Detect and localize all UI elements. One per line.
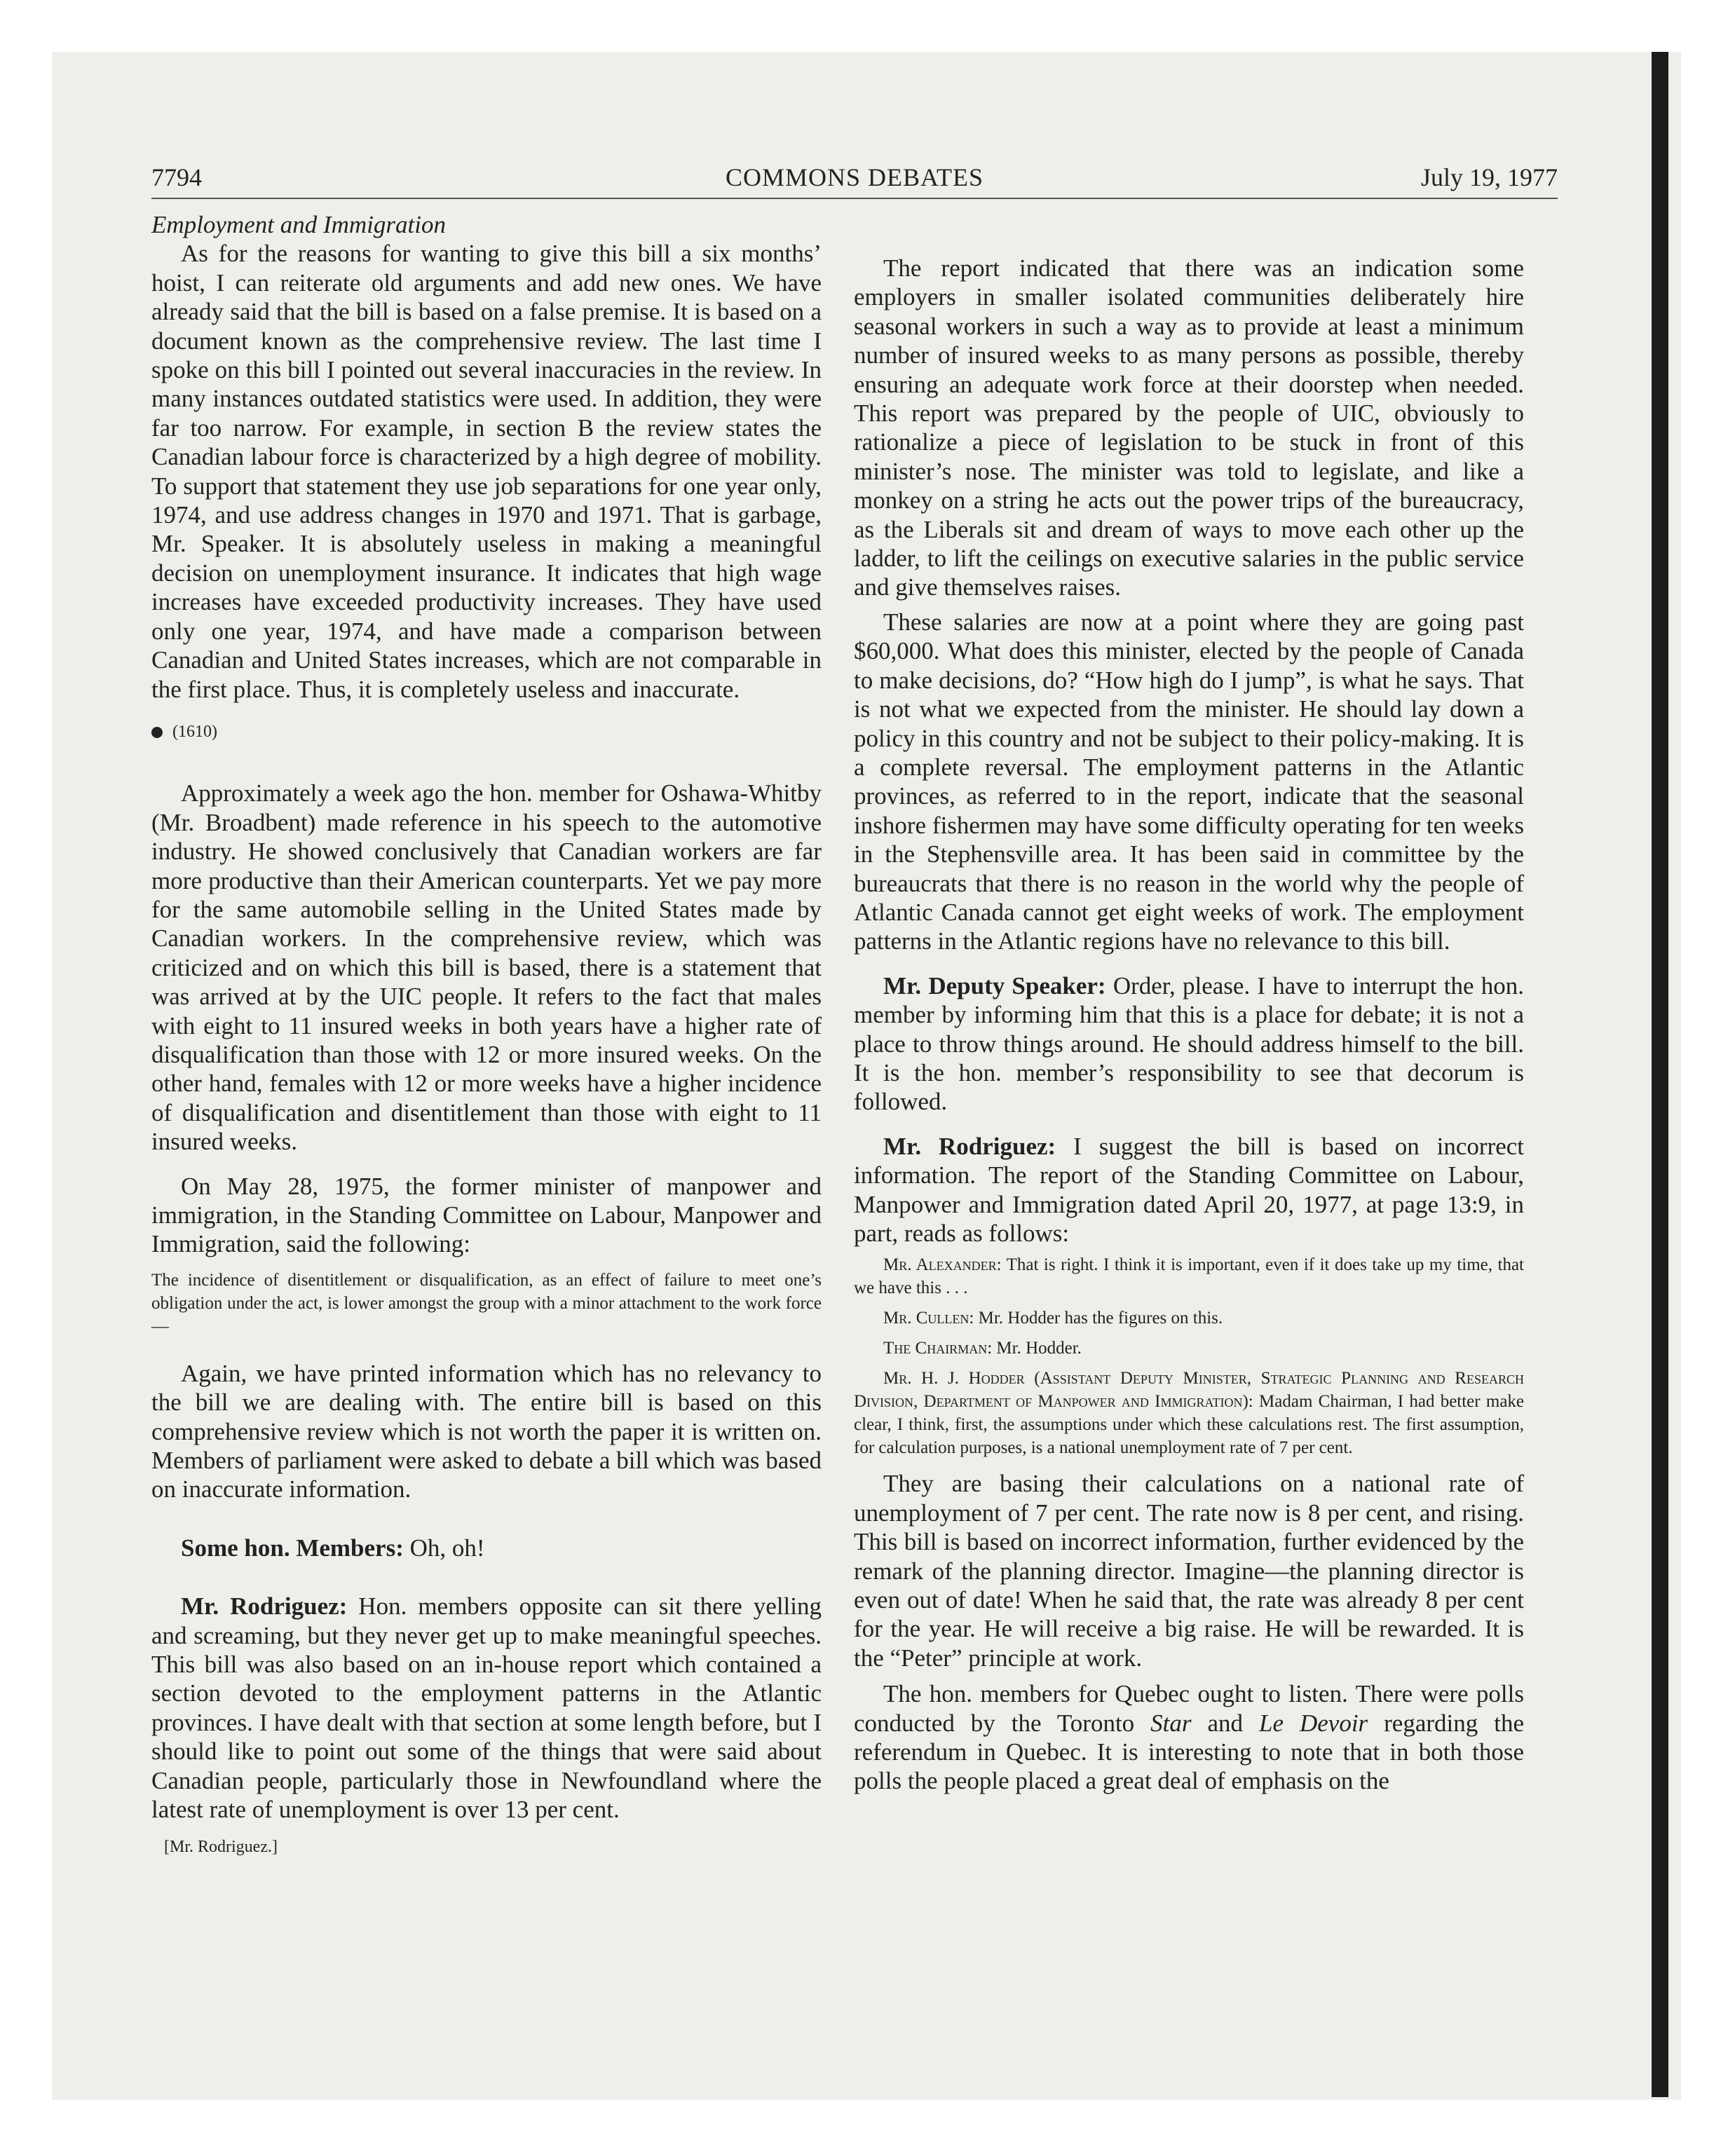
right-column xyxy=(854,254,1524,1796)
speech-text: I suggest the bill is based on incorrect information. The report of the Standing Committee on Labour, Manpower and Immigration dated April 20, 1977, at page 13:9, in part, reads as follows: xyxy=(854,1132,1525,1247)
speech-text: Order, please. I have to interrupt the hon. member by informing him that this is a place for debate; it is not a place to throw things around. He should address himself to the bill. It is the hon. member’s responsibility to see that decorum is followed. xyxy=(854,971,1524,1116)
speaker-name: Some hon. Members: xyxy=(181,1534,404,1562)
paragraph xyxy=(854,1679,1524,1796)
paragraph xyxy=(151,1592,822,1824)
speech-text: Oh, oh! xyxy=(409,1534,485,1562)
page-date: July 19, 1977 xyxy=(1420,163,1558,191)
page-header xyxy=(151,163,1558,199)
newspaper-name: Le Devoir xyxy=(1259,1709,1368,1737)
speaker-name: Mr. Rodriguez: xyxy=(883,1132,1056,1160)
page-number: 7794 xyxy=(151,163,202,191)
paragraph xyxy=(854,971,1524,1117)
text-run: regarding the referendum in Quebec. It is interesting to note that in both those polls the people placed a great deal of emphasis on the xyxy=(854,1709,1524,1795)
quoted-speaker: Mr. Cullen: xyxy=(883,1309,974,1328)
speaker-attribution: [Mr. Rodriguez.] xyxy=(164,1837,278,1856)
quoted-text: Mr. Hodder has the figures on this. xyxy=(978,1309,1223,1328)
publication-title: COMMONS DEBATES xyxy=(725,163,984,191)
quoted-text: That is right. I think it is important, even if it does take up my time, that we have this . . . xyxy=(854,1255,1524,1298)
scan-edge xyxy=(1652,52,1668,2097)
quoted-speaker: Mr. H. J. Hodder (Assistant Deputy Minister, Strategic Planning and Research Division, Department of Manpower and Immigration): xyxy=(854,1369,1524,1412)
newspaper-name: Star xyxy=(1150,1709,1192,1737)
paragraph: They are basing their calculations on a national rate of unemployment of 7 per cent. The rate now is 8 per cent, and rising. This bill is based on incorrect information, further evidenced by the remark of the planning director. Imagine—the planning director is even out of date! When he said that, the rate was already 8 per cent for the year. He will receive a big raise. He will be rewarded. It is the “Peter” principle at work. xyxy=(854,1470,1524,1672)
quoted-speaker: Mr. Alexander: xyxy=(883,1255,1002,1275)
quoted-text: Madam Chairman, I had better make clear, I think, first, the assumptions under which these calculations rest. The first assumption, for calculation purposes, is a national unemployment rate of 7 per cent. xyxy=(854,1392,1525,1458)
paragraph: Again, we have printed information which has no relevancy to the bill we are dealing with. The entire bill is based on this comprehensive review which is not worth the paper it is written on. Members of parliament were asked to debate a bill which was based on inaccurate information. xyxy=(151,1359,822,1503)
text-run: and xyxy=(1191,1709,1259,1737)
paragraph: These salaries are now at a point where they are going past $60,000. What does this minister, elected by the people of Canada to make decisions, do? “How high do I jump”, is what he says. That is not what we expected from the minister. He should lay down a policy in this country and not be subject to their policy-making. It is a complete reversal. The employment patterns in the Atlantic provinces, as referred to in the report, indicate that the seasonal inshore fishermen may have some difficulty operating for ten weeks in the Stephensville area. It has been said in committee by the bureaucrats that there is no reason in the world why the people of Atlantic Canada cannot get eight weeks of work. The employment patterns in the Atlantic regions have no relevance to this bill. xyxy=(854,608,1524,955)
paragraph: On May 28, 1975, the former minister of manpower and immigration, in the Standing Committee on Labour, Manpower and Immigration, said the following: xyxy=(151,1172,822,1258)
text-run: The hon. members for Quebec ought to listen. There were polls conducted by the Toronto xyxy=(854,1680,1524,1737)
quoted-testimony xyxy=(854,1253,1524,1299)
paragraph: Approximately a week ago the hon. member for Oshawa-Whitby (Mr. Broadbent) made reference in his speech to the automotive industry. He showed conclusively that Canadian workers are far more productive than their American counterparts. Yet we pay more for the same automobile selling in the United States made by Canadian workers. In the comprehensive review, which was criticized and on which this bill is based, there is a statement that was arrived at by the UIC people. It refers to the fact that males with eight to 11 insured weeks in both years have a higher rate of disqualification than those with 12 or more insured weeks. On the other hand, females with 12 or more weeks have a higher incidence of disqualification and disentitlement than those with eight to 11 insured weeks. xyxy=(151,779,822,1156)
left-column xyxy=(151,210,822,1862)
quoted-testimony xyxy=(854,1337,1524,1360)
bullet-icon xyxy=(151,727,163,738)
speech-text: Hon. members opposite can sit there yelling and screaming, but they never get up to make meaningful speeches. This bill was also based on an in-house report which contained a section devoted to the employment patterns in the Atlantic provinces. I have dealt with that section at some length before, but I should like to point out some of the things that were said about Canadian people, particularly those in Newfoundland where the latest rate of unemployment is over 13 per cent. xyxy=(151,1592,822,1824)
paragraph: The report indicated that there was an indication some employers in smaller isolated communities deliberately hire seasonal workers in such a way as to provide at least a minimum number of insured weeks to as many persons as possible, thereby ensuring an adequate work force at their doorstep when needed. This report was prepared by the people of UIC, obviously to rationalize a piece of legislation to be stuck in front of this minister’s nose. The minister was told to legislate, and like a monkey on a string he acts out the power trips of the bureaucracy, as the Liberals sit and dream of ways to move each other up the ladder, to lift the ceilings on executive salaries in the public service and give themselves raises. xyxy=(854,254,1524,601)
time-marker-text: (1610) xyxy=(172,722,217,741)
quoted-speaker: The Chairman: xyxy=(883,1339,993,1358)
section-title: Employment and Immigration xyxy=(151,211,446,238)
time-marker xyxy=(151,718,822,746)
paragraph xyxy=(854,1132,1524,1248)
block-quote: The incidence of disentitlement or disqualification, as an effect of failure to meet one’s obligation under the act, is lower amongst the group with a minor attachment to the work force— xyxy=(151,1270,822,1336)
paragraph: As for the reasons for wanting to give this bill a six months’ hoist, I can reiterate old arguments and add new ones. We have already said that the bill is based on a false premise. It is based on a document known as the comprehensive review. The last time I spoke on this bill I pointed out several inaccuracies in the review. In many instances outdated statistics were used. In addition, they were far too narrow. For example, in section B the review states the Canadian labour force is characterized by a high degree of mobility. To support that statement they use job separations for one year only, 1974, and use address changes in 1970 and 1971. That is garbage, Mr. Speaker. It is absolutely useless in making a meaningful decision on unemployment insurance. It indicates that high wage increases have exceeded productivity increases. They have used only one year, 1974, and have made a comparison between Canadian and United States increases, which are not comparable in the first place. Thus, it is completely useless and inaccurate. xyxy=(151,240,822,703)
interjection xyxy=(151,1534,822,1562)
quoted-testimony xyxy=(854,1367,1524,1459)
speaker-name: Mr. Rodriguez: xyxy=(181,1592,348,1621)
quoted-text: Mr. Hodder. xyxy=(996,1339,1082,1358)
speaker-name: Mr. Deputy Speaker: xyxy=(883,971,1106,999)
header-rule xyxy=(151,198,1558,199)
quoted-testimony xyxy=(854,1306,1524,1330)
